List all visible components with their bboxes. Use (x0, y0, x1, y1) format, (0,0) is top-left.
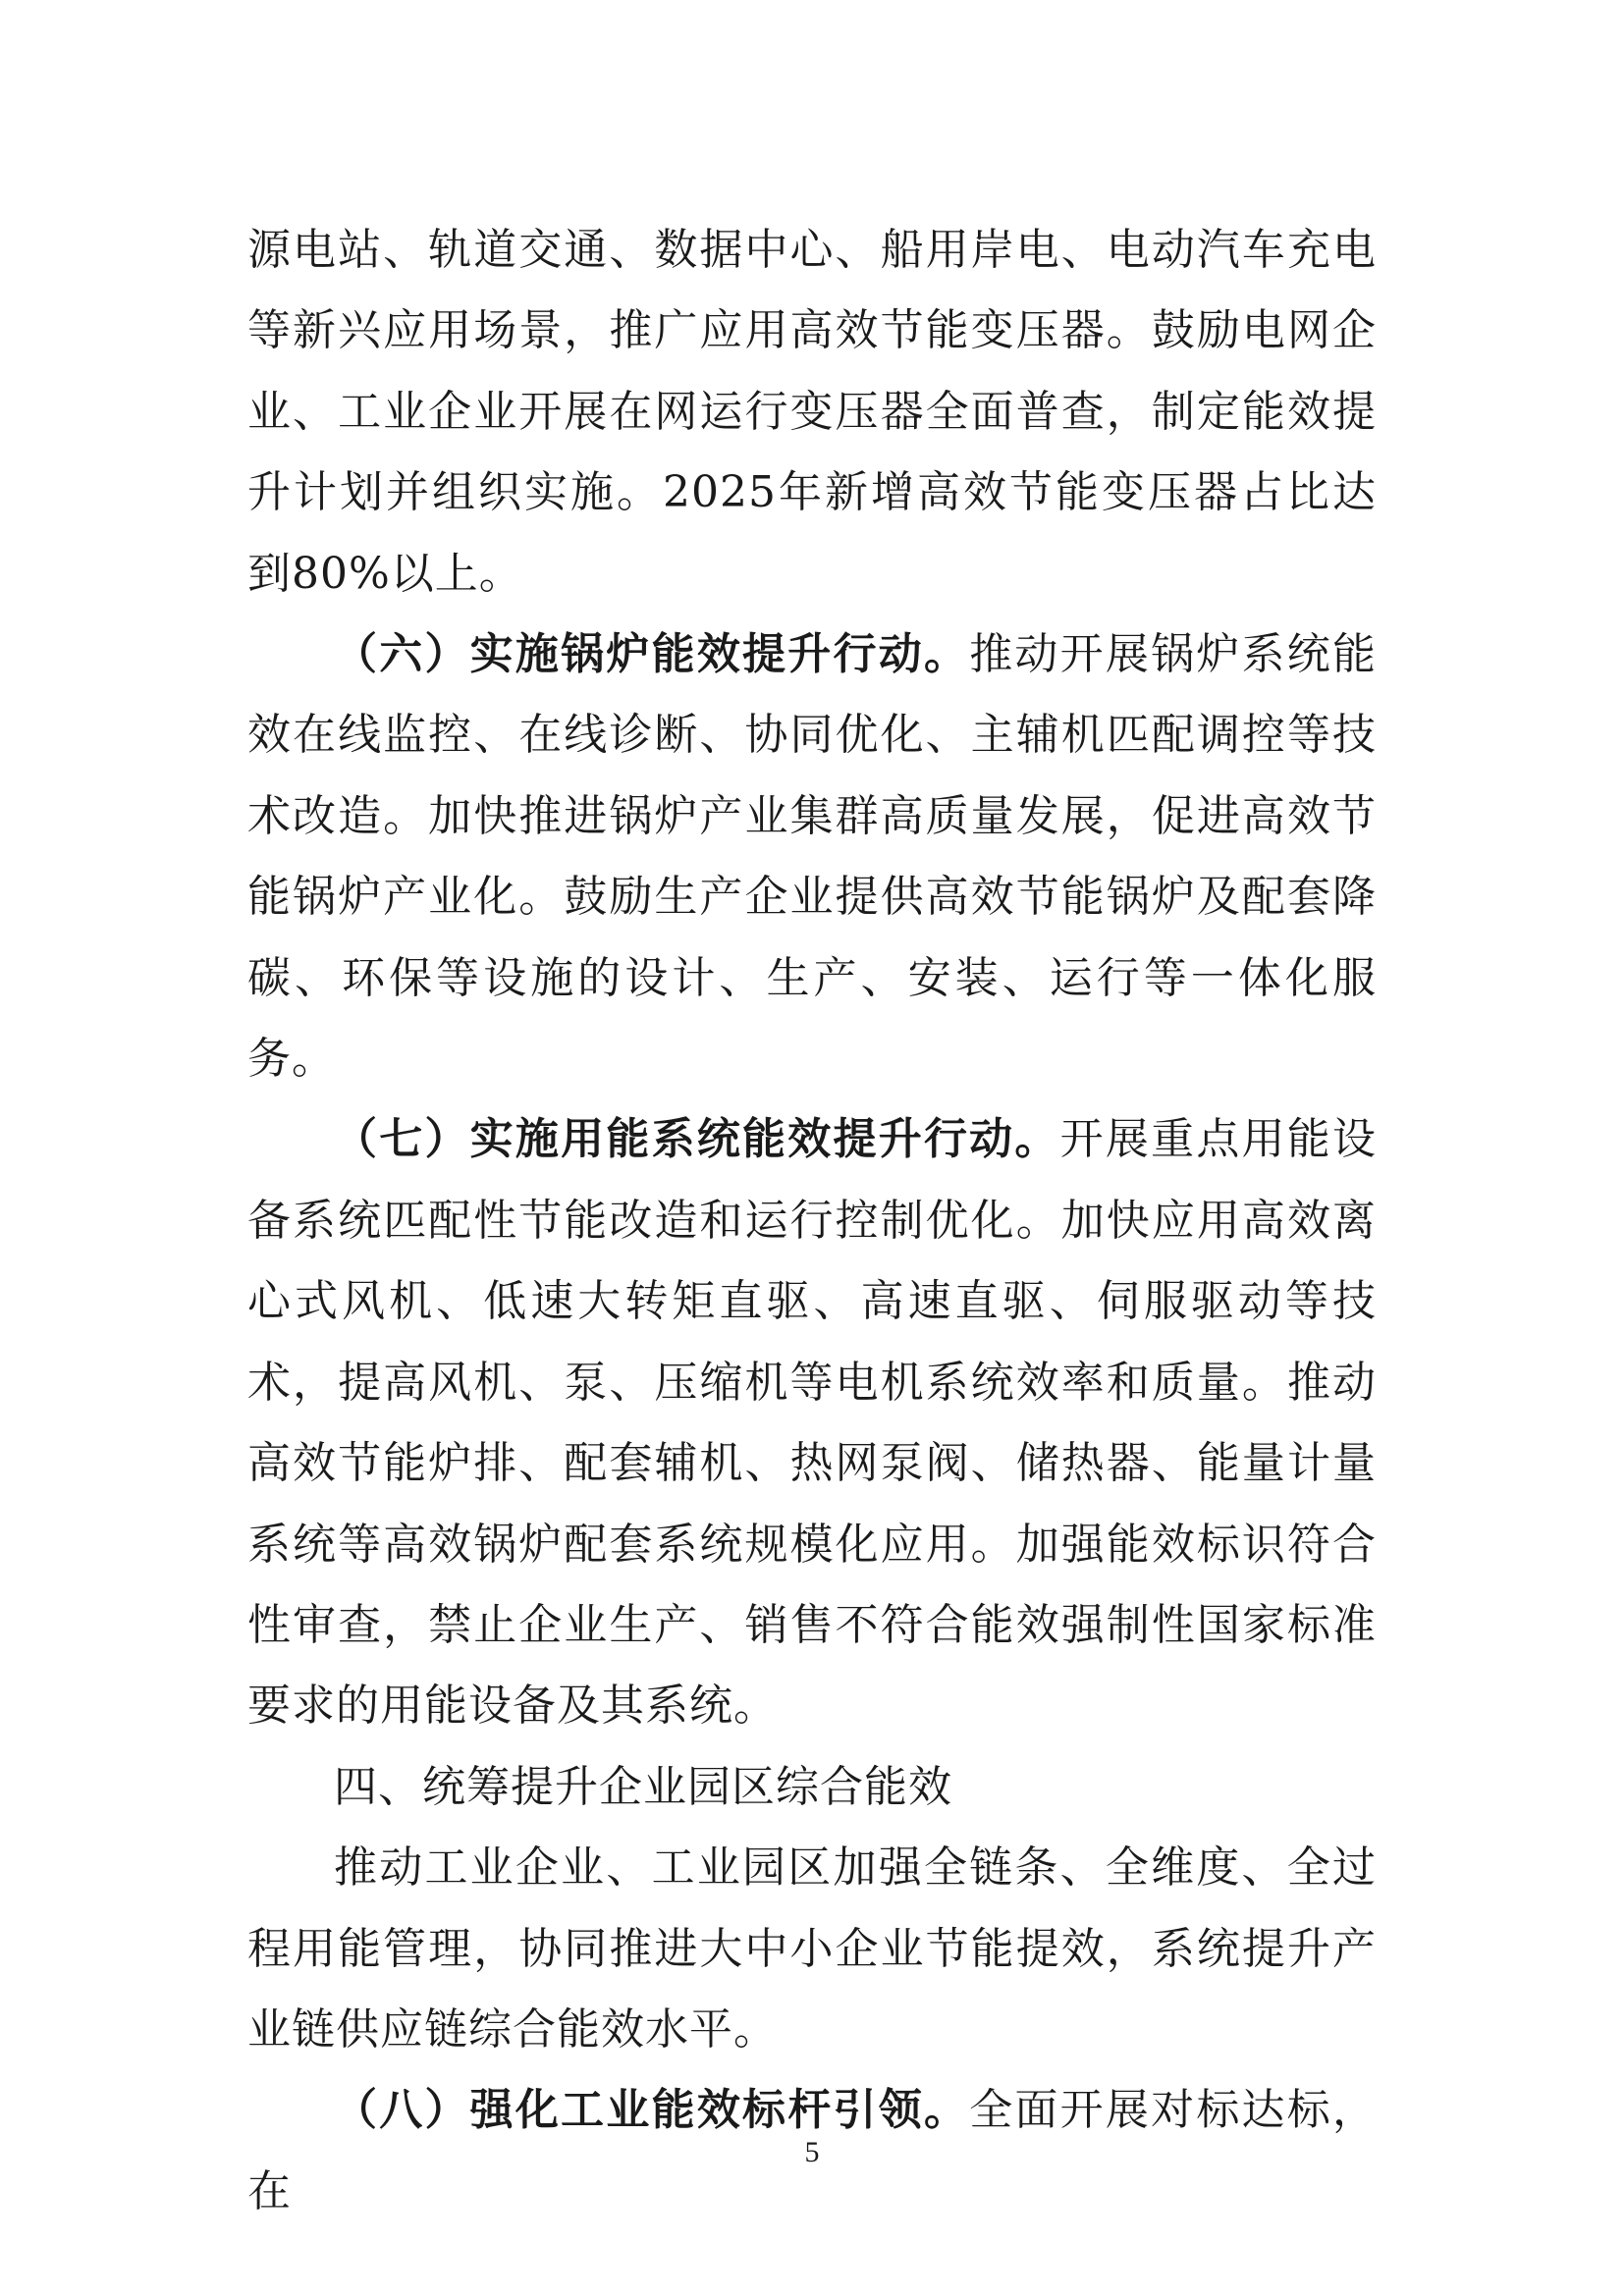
body-text (247, 210, 1377, 2232)
paragraph-lead: （八）强化工业能效标杆引领。 (334, 2085, 970, 2136)
paragraph-text: 推动开展锅炉系统能效在线监控、在线诊断、协同优化、主辅机匹配调控等技术改造。加快推进锅炉产业集群高质量发展，促进高效节能锅炉产业化。鼓励生产企业提供高效节能锅炉及配套降碳、环保等设施的设计、生产、安装、运行等一体化服务。 (247, 629, 1378, 1085)
paragraph-lead: （六）实施锅炉能效提升行动。 (334, 629, 970, 680)
paragraph-park-efficiency (247, 1828, 1377, 2070)
paragraph-text: 推动工业企业、工业园区加强全链条、全维度、全过程用能管理，协同推进大中小企业节能提效，系统提升产业链供应链综合能效水平。 (247, 1842, 1377, 2055)
paragraph-text: 开展重点用能设备系统匹配性节能改造和运行控制优化。加快应用高效离心式风机、低速大转矩直驱、高速直驱、伺服驱动等技术，提高风机、泵、压缩机等电机系统效率和质量。推动高效节能炉排、配套辅机、热网泵阀、储热器、能量计量系统等高效锅炉配套系统规模化应用。加强能效标识符合性审查，禁止企业生产、销售不符合能效强制性国家标准要求的用能设备及其系统。 (247, 1114, 1378, 1732)
paragraph-text: 全面开展对标达标，在 (247, 2085, 1378, 2216)
paragraph-text: 源电站、轨道交通、数据中心、船用岸电、电动汽车充电等新兴应用场景，推广应用高效节能变压器。鼓励电网企业、工业企业开展在网运行变压器全面普查，制定能效提升计划并组织实施。2025年新增高效节能变压器占比达到80%以上。 (247, 225, 1377, 599)
paragraph-lead: （七）实施用能系统能效提升行动。 (334, 1114, 1060, 1165)
paragraph-energy-system (247, 1099, 1377, 1746)
section-heading: 四、统筹提升企业园区综合能效 (334, 1761, 952, 1812)
paragraph-transformer (247, 210, 1377, 614)
paragraph-boiler (247, 614, 1377, 1099)
page-number: 5 (804, 2136, 820, 2168)
